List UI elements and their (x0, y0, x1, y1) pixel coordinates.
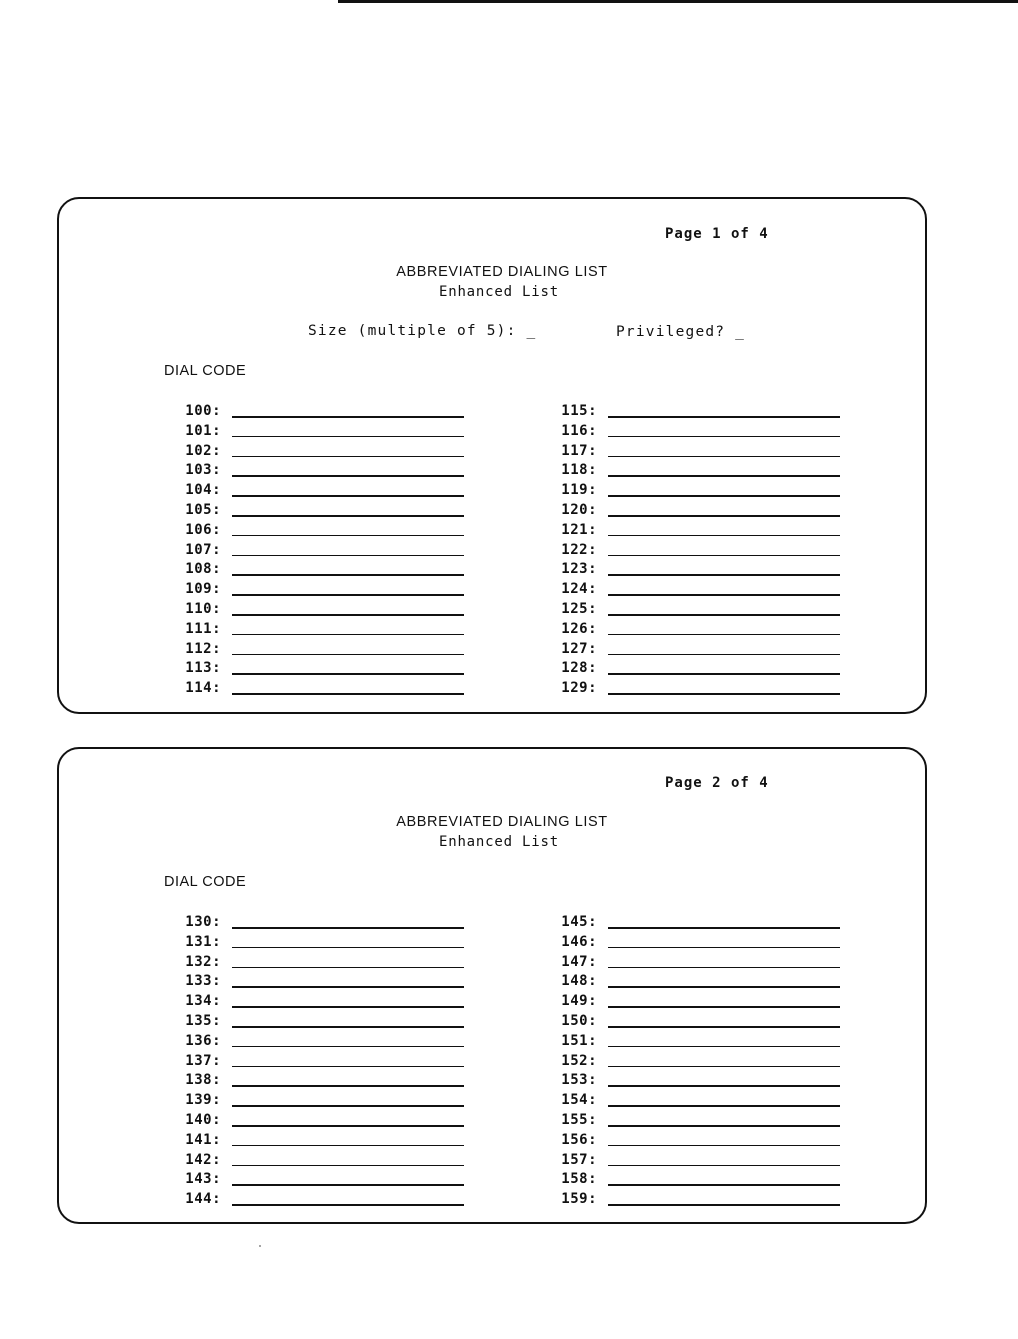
dial-code-entry (535, 1190, 865, 1210)
dial-code-label: 125: (561, 600, 597, 617)
dial-code-label: 154: (561, 1092, 597, 1109)
dial-code-entry (535, 1151, 865, 1171)
entry-blank-line[interactable] (608, 1165, 840, 1167)
dial-code-label: 121: (561, 521, 597, 538)
entry-blank-line[interactable] (608, 1006, 840, 1008)
dial-code-entry (159, 992, 489, 1012)
dial-code-label: 137: (185, 1052, 221, 1069)
dial-code-entry (535, 481, 865, 501)
dial-code-entry (535, 600, 865, 620)
entry-blank-line[interactable] (608, 947, 840, 949)
dial-code-label: 114: (185, 680, 221, 697)
dial-code-entry (535, 560, 865, 580)
dial-code-label: 153: (561, 1072, 597, 1089)
dial-code-entry (159, 481, 489, 501)
dial-code-list-right (535, 402, 865, 699)
entry-blank-line[interactable] (608, 1105, 840, 1107)
entry-blank-line[interactable] (608, 1046, 840, 1048)
dial-code-label: 123: (561, 561, 597, 578)
dial-code-entry (535, 933, 865, 953)
dial-code-label: 155: (561, 1111, 597, 1128)
dial-code-label: 133: (185, 973, 221, 990)
dial-code-entry (159, 1091, 489, 1111)
entry-blank-line[interactable] (232, 693, 464, 695)
dial-code-label: 104: (185, 482, 221, 499)
entry-blank-line[interactable] (232, 555, 464, 557)
dial-code-label: 101: (185, 422, 221, 439)
dial-code-entry (159, 541, 489, 561)
entry-blank-line[interactable] (608, 654, 840, 656)
dial-code-entry (535, 1111, 865, 1131)
dial-code-entry (159, 933, 489, 953)
dial-code-label: 151: (561, 1032, 597, 1049)
dial-code-label: 159: (561, 1191, 597, 1208)
form-title: ABBREVIATED DIALING LIST (396, 264, 608, 280)
entry-blank-line[interactable] (232, 535, 464, 537)
entry-blank-line[interactable] (608, 535, 840, 537)
dial-code-entry (535, 501, 865, 521)
dial-code-label: 135: (185, 1012, 221, 1029)
entry-blank-line[interactable] (608, 1066, 840, 1068)
dial-code-label: 143: (185, 1171, 221, 1188)
dial-code-entry (159, 1111, 489, 1131)
entry-blank-line[interactable] (232, 654, 464, 656)
entry-blank-line[interactable] (608, 634, 840, 636)
form-page-1 (57, 197, 927, 714)
dial-code-entry (535, 442, 865, 462)
entry-blank-line[interactable] (608, 1125, 840, 1127)
dial-code-entry (535, 913, 865, 933)
dial-code-entry (159, 620, 489, 640)
dial-code-label: 113: (185, 660, 221, 677)
dial-code-label: 116: (561, 422, 597, 439)
entry-blank-line[interactable] (232, 495, 464, 497)
dial-code-label: 129: (561, 680, 597, 697)
dial-code-label: 148: (561, 973, 597, 990)
dial-code-label: 124: (561, 581, 597, 598)
dial-code-list-left (159, 402, 489, 699)
dial-code-label: 134: (185, 993, 221, 1010)
dial-code-label: 119: (561, 482, 597, 499)
entry-blank-line[interactable] (608, 1026, 840, 1028)
dial-code-entry (535, 580, 865, 600)
entry-blank-line[interactable] (232, 1046, 464, 1048)
dial-code-label: 115: (561, 403, 597, 419)
dial-code-entry (535, 992, 865, 1012)
dial-code-label: 157: (561, 1151, 597, 1168)
dial-code-label: 106: (185, 521, 221, 538)
scan-speck (259, 1245, 261, 1247)
dial-code-entry (159, 1151, 489, 1171)
dial-code-label: 136: (185, 1032, 221, 1049)
dial-code-entry (535, 953, 865, 973)
entry-blank-line[interactable] (232, 1026, 464, 1028)
entry-blank-line[interactable] (608, 673, 840, 675)
entry-blank-line[interactable] (608, 574, 840, 576)
dial-code-entry (535, 1012, 865, 1032)
dial-code-entry (535, 659, 865, 679)
entry-blank-line[interactable] (232, 947, 464, 949)
dial-code-label: 142: (185, 1151, 221, 1168)
dial-code-label: 131: (185, 933, 221, 950)
dial-code-entry (159, 1052, 489, 1072)
dial-code-label: 145: (561, 914, 597, 930)
dial-code-entry (535, 541, 865, 561)
dial-code-entry (535, 679, 865, 699)
entry-blank-line[interactable] (232, 967, 464, 969)
dial-code-entry (159, 461, 489, 481)
dial-code-label: 111: (185, 620, 221, 637)
dial-code-entry (535, 1052, 865, 1072)
dial-code-entry (159, 501, 489, 521)
dial-code-entry (159, 972, 489, 992)
dial-code-entry (535, 972, 865, 992)
dial-code-header: DIAL CODE (164, 874, 247, 890)
entry-blank-line[interactable] (608, 967, 840, 969)
entry-blank-line[interactable] (608, 456, 840, 458)
entry-blank-line[interactable] (232, 986, 464, 988)
dial-code-label: 100: (185, 403, 221, 419)
entry-blank-line[interactable] (608, 1085, 840, 1087)
dial-code-label: 103: (185, 462, 221, 479)
page-number-label: Page 1 of 4 (665, 226, 769, 242)
entry-blank-line[interactable] (608, 614, 840, 616)
dial-code-label: 110: (185, 600, 221, 617)
dial-code-label: 147: (561, 953, 597, 970)
entry-blank-line[interactable] (608, 927, 840, 929)
dial-code-label: 146: (561, 933, 597, 950)
dial-code-entry (159, 953, 489, 973)
dial-code-label: 107: (185, 541, 221, 558)
entry-blank-line[interactable] (608, 555, 840, 557)
entry-blank-line[interactable] (232, 614, 464, 616)
entry-blank-line[interactable] (232, 1105, 464, 1107)
dial-code-entry (535, 1032, 865, 1052)
dial-code-entry (159, 1190, 489, 1210)
dial-code-entry (535, 402, 865, 422)
top-rule (338, 0, 1018, 3)
entry-blank-line[interactable] (608, 1184, 840, 1186)
form-subtitle: Enhanced List (439, 834, 559, 850)
dial-code-entry (159, 659, 489, 679)
dial-code-label: 150: (561, 1012, 597, 1029)
size-field[interactable]: Size (multiple of 5): _ (308, 323, 537, 339)
dial-code-entry (535, 422, 865, 442)
dial-code-label: 122: (561, 541, 597, 558)
entry-blank-line[interactable] (232, 1145, 464, 1147)
entry-blank-line[interactable] (232, 574, 464, 576)
dial-code-entry (535, 461, 865, 481)
entry-blank-line[interactable] (608, 475, 840, 477)
entry-blank-line[interactable] (608, 495, 840, 497)
entry-blank-line[interactable] (232, 1125, 464, 1127)
dial-code-label: 156: (561, 1131, 597, 1148)
dial-code-label: 120: (561, 501, 597, 518)
dial-code-entry (535, 1071, 865, 1091)
page-number-label: Page 2 of 4 (665, 775, 769, 791)
entry-blank-line[interactable] (232, 1066, 464, 1068)
entry-blank-line[interactable] (608, 594, 840, 596)
dial-code-label: 138: (185, 1072, 221, 1089)
dial-code-label: 130: (185, 914, 221, 930)
dial-code-label: 117: (561, 442, 597, 459)
dial-code-entry (159, 679, 489, 699)
entry-blank-line[interactable] (232, 436, 464, 438)
dial-code-label: 105: (185, 501, 221, 518)
dial-code-entry (159, 1012, 489, 1032)
dial-code-label: 141: (185, 1131, 221, 1148)
dial-code-label: 140: (185, 1111, 221, 1128)
dial-code-label: 149: (561, 993, 597, 1010)
dial-code-entry (159, 1131, 489, 1151)
dial-code-label: 132: (185, 953, 221, 970)
entry-blank-line[interactable] (232, 673, 464, 675)
dial-code-entry (159, 521, 489, 541)
privileged-field[interactable]: Privileged? _ (616, 324, 746, 340)
entry-blank-line[interactable] (232, 1165, 464, 1167)
entry-blank-line[interactable] (232, 475, 464, 477)
dial-code-entry (159, 402, 489, 422)
entry-blank-line[interactable] (232, 456, 464, 458)
dial-code-entry (535, 640, 865, 660)
dial-code-entry (159, 913, 489, 933)
form-title: ABBREVIATED DIALING LIST (396, 814, 608, 830)
entry-blank-line[interactable] (608, 1145, 840, 1147)
dial-code-entry (159, 442, 489, 462)
dial-code-entry (535, 521, 865, 541)
dial-code-label: 112: (185, 640, 221, 657)
dial-code-entry (159, 422, 489, 442)
form-subtitle: Enhanced List (439, 284, 559, 300)
entry-blank-line[interactable] (232, 1184, 464, 1186)
entry-blank-line[interactable] (232, 594, 464, 596)
dial-code-list-right (535, 913, 865, 1210)
dial-code-label: 102: (185, 442, 221, 459)
dial-code-entry (535, 1091, 865, 1111)
dial-code-entry (159, 600, 489, 620)
entry-blank-line[interactable] (608, 693, 840, 695)
dial-code-entry (535, 620, 865, 640)
dial-code-label: 139: (185, 1092, 221, 1109)
entry-blank-line[interactable] (232, 416, 464, 418)
entry-blank-line[interactable] (232, 1085, 464, 1087)
dial-code-entry (535, 1170, 865, 1190)
form-page-2 (57, 747, 927, 1224)
dial-code-label: 109: (185, 581, 221, 598)
dial-code-label: 158: (561, 1171, 597, 1188)
dial-code-label: 152: (561, 1052, 597, 1069)
dial-code-list-left (159, 913, 489, 1210)
entry-blank-line[interactable] (608, 515, 840, 517)
dial-code-label: 108: (185, 561, 221, 578)
dial-code-label: 127: (561, 640, 597, 657)
dial-code-label: 118: (561, 462, 597, 479)
entry-blank-line[interactable] (608, 986, 840, 988)
entry-blank-line[interactable] (608, 416, 840, 418)
entry-blank-line[interactable] (608, 436, 840, 438)
dial-code-label: 126: (561, 620, 597, 637)
dial-code-entry (159, 1170, 489, 1190)
dial-code-header: DIAL CODE (164, 363, 247, 379)
entry-blank-line[interactable] (232, 1204, 464, 1206)
entry-blank-line[interactable] (608, 1204, 840, 1206)
dial-code-entry (159, 640, 489, 660)
dial-code-entry (159, 580, 489, 600)
dial-code-label: 128: (561, 660, 597, 677)
entry-blank-line[interactable] (232, 927, 464, 929)
dial-code-entry (535, 1131, 865, 1151)
dial-code-entry (159, 1032, 489, 1052)
entry-blank-line[interactable] (232, 634, 464, 636)
dial-code-entry (159, 560, 489, 580)
entry-blank-line[interactable] (232, 1006, 464, 1008)
entry-blank-line[interactable] (232, 515, 464, 517)
dial-code-label: 144: (185, 1191, 221, 1208)
dial-code-entry (159, 1071, 489, 1091)
